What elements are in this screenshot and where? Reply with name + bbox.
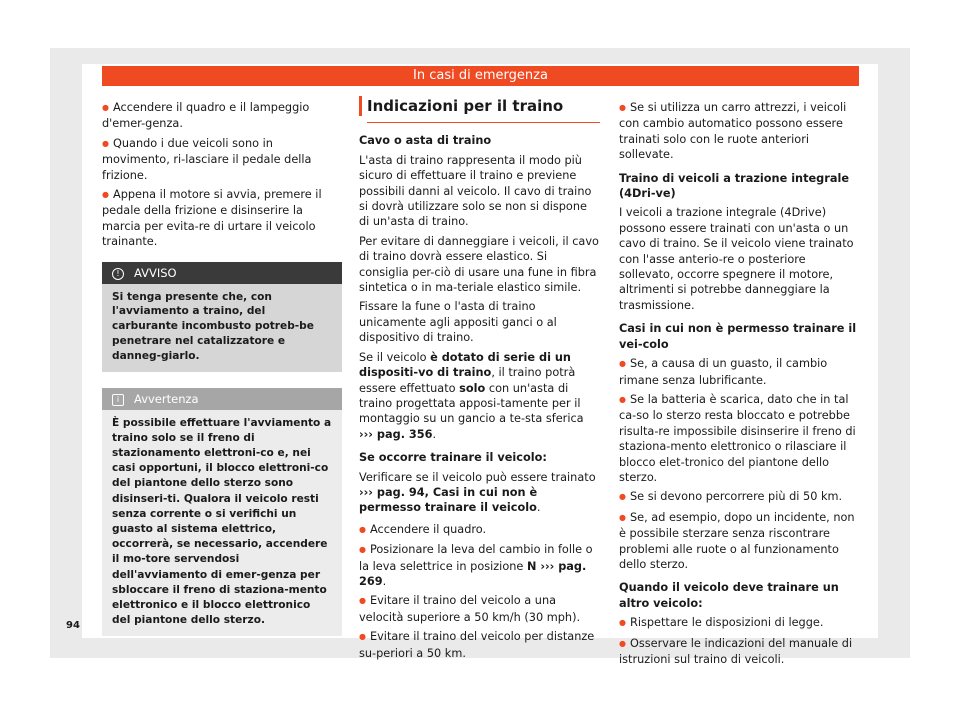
bullet-item: ● Se la batteria è scarica, dato che in tal ca-so lo sterzo resta bloccato e potrebbe risulta-re impossibile disinserire il freno di staziona-mento elettronico o rilasciare il blocco elet-tronico del piantone dello sterzo. <box>619 392 860 485</box>
text-run: con un'asta di traino progettata apposi-tamente per il montaggio su un gancio a te-sta sferica <box>359 381 584 426</box>
bullet-item: ● Rispettare le disposizioni di legge. <box>619 615 860 631</box>
avvertenza-text: È possibile effettuare l'avviamento a traino solo se il freno di stazionamento elettroni-co e, nei casi opportuni, il blocco elettroni-co del piantone dello sterzo sono disinseri-ti. Qualora il veicolo resti senza corrente o si verifichi un guasto al sistema elettrico, occorrerà, se necessario, accendere il mo-tore servendosi dell'avviamento di emer-genza per sbloccare il freno di staziona-mento elettronico e il blocco elettronico del piantone dello sterzo. <box>102 410 342 637</box>
text-run: , il traino potrà essere effettuato <box>359 366 576 395</box>
page-link[interactable]: ››› pag. 94, Casi in cui non è permesso trainare il veicolo <box>359 485 538 515</box>
bullet-item: ● Osservare le indicazioni del manuale di istruzioni sul traino di veicoli. <box>619 636 860 668</box>
bullet-item: ● Evitare il traino del veicolo per distanze su-periori a 50 km. <box>359 629 600 661</box>
bullet-item: ● Evitare il traino del veicolo a una velocità superiore a 50 km/h (30 mph). <box>359 593 600 625</box>
column-left <box>102 100 342 636</box>
avvertenza-header <box>102 388 342 410</box>
subheading: Traino di veicoli a trazione integrale (4Dri-ve) <box>619 171 849 201</box>
bullet-item: ● Se si devono percorrere più di 50 km. <box>619 489 860 505</box>
subheading: Casi in cui non è permesso trainare il vei-colo <box>619 322 857 351</box>
text-run: Se il veicolo <box>359 350 431 364</box>
avviso-header <box>102 262 342 284</box>
bullet-item: ● Se si utilizza un carro attrezzi, i veicoli con cambio automatico possono essere trainati solo con le ruote anteriori sollevate. <box>619 100 860 163</box>
paragraph: L'asta di traino rappresenta il modo più sicuro di effettuare il traino e previene possibili danni al veicolo. Il cavo di traino si dovrà utilizzare solo se non si dispone di un'asta di traino. <box>359 153 592 229</box>
subheading: Se occorre trainare il veicolo: <box>359 451 547 465</box>
info-icon: i <box>112 394 124 406</box>
section-title: Indicazioni per il traino <box>367 99 600 123</box>
avviso-title: AVVISO <box>134 265 177 280</box>
subheading: Cavo o asta di traino <box>359 134 492 148</box>
text-run: solo <box>459 381 486 395</box>
bullet-item <box>359 542 600 589</box>
column-right <box>619 100 860 671</box>
paragraph: I veicoli a trazione integrale (4Drive) possono essere trainati con un'asta o un cavo di traino. Se il veicolo viene trainato con l'asse anterio-re o posteriore sollevato, occorre spegnere il motore, altrimenti si potrebbe danneggiare la trasmissione. <box>619 206 854 312</box>
avviso-text: Si tenga presente che, con l'avviamento a traino, del carburante incombusto potreb-be penetrare nel catalizzatore e danneg-giarlo. <box>102 284 342 372</box>
bullet-item: ● Quando i due veicoli sono in movimento, ri-lasciare il pedale della frizione. <box>102 136 342 183</box>
text-run: . <box>536 501 541 515</box>
bullet-item: ● Accendere il quadro. <box>359 522 600 538</box>
paragraph <box>359 350 600 442</box>
text-run: è dotato di serie di un dispositi-vo di traino <box>359 350 571 380</box>
avviso-box <box>102 262 342 372</box>
paragraph <box>359 470 600 516</box>
page-link[interactable]: ››› pag. 356 <box>359 427 433 441</box>
page-number: 94 <box>66 620 80 631</box>
paragraph: Per evitare di danneggiare i veicoli, il cavo di traino dovrà essere elastico. Si consiglia per-ciò di usare una fune in fibra sintetica o in ma-teriale elastico simile. <box>359 234 599 295</box>
bullet-item: ● Accendere il quadro e il lampeggio d'emer-genza. <box>102 100 342 132</box>
warning-icon: ! <box>112 268 124 280</box>
text-run: Posizionare la leva del cambio in folle o la leva selettrice in posizione <box>359 543 593 573</box>
bullet-item: ● Se, ad esempio, dopo un incidente, non è possibile sterzare senza riscontrare problemi alle ruote o al funzionamento dello sterzo. <box>619 510 860 573</box>
text-run: . <box>382 574 387 588</box>
bullet-item: ● Se, a causa di un guasto, il cambio rimane senza lubrificante. <box>619 356 860 388</box>
avvertenza-title: Avvertenza <box>134 391 199 406</box>
column-middle <box>359 99 600 665</box>
text-run: Verificare se il veicolo può essere trainato <box>359 470 596 484</box>
subheading: Quando il veicolo deve trainare un altro veicolo: <box>619 581 839 610</box>
page-link[interactable]: N ››› pag. 269 <box>359 559 587 588</box>
bullet-item: ● Appena il motore si avvia, premere il pedale della frizione e disinserire la marcia per evita-re di urtare il veicolo trainante. <box>102 187 342 250</box>
paragraph: Fissare la fune o l'asta di traino unicamente agli appositi ganci o al dispositivo di traino. <box>359 300 557 345</box>
chapter-header: In casi di emergenza <box>102 66 859 86</box>
avvertenza-box <box>102 388 342 637</box>
text-run: . <box>432 427 437 441</box>
